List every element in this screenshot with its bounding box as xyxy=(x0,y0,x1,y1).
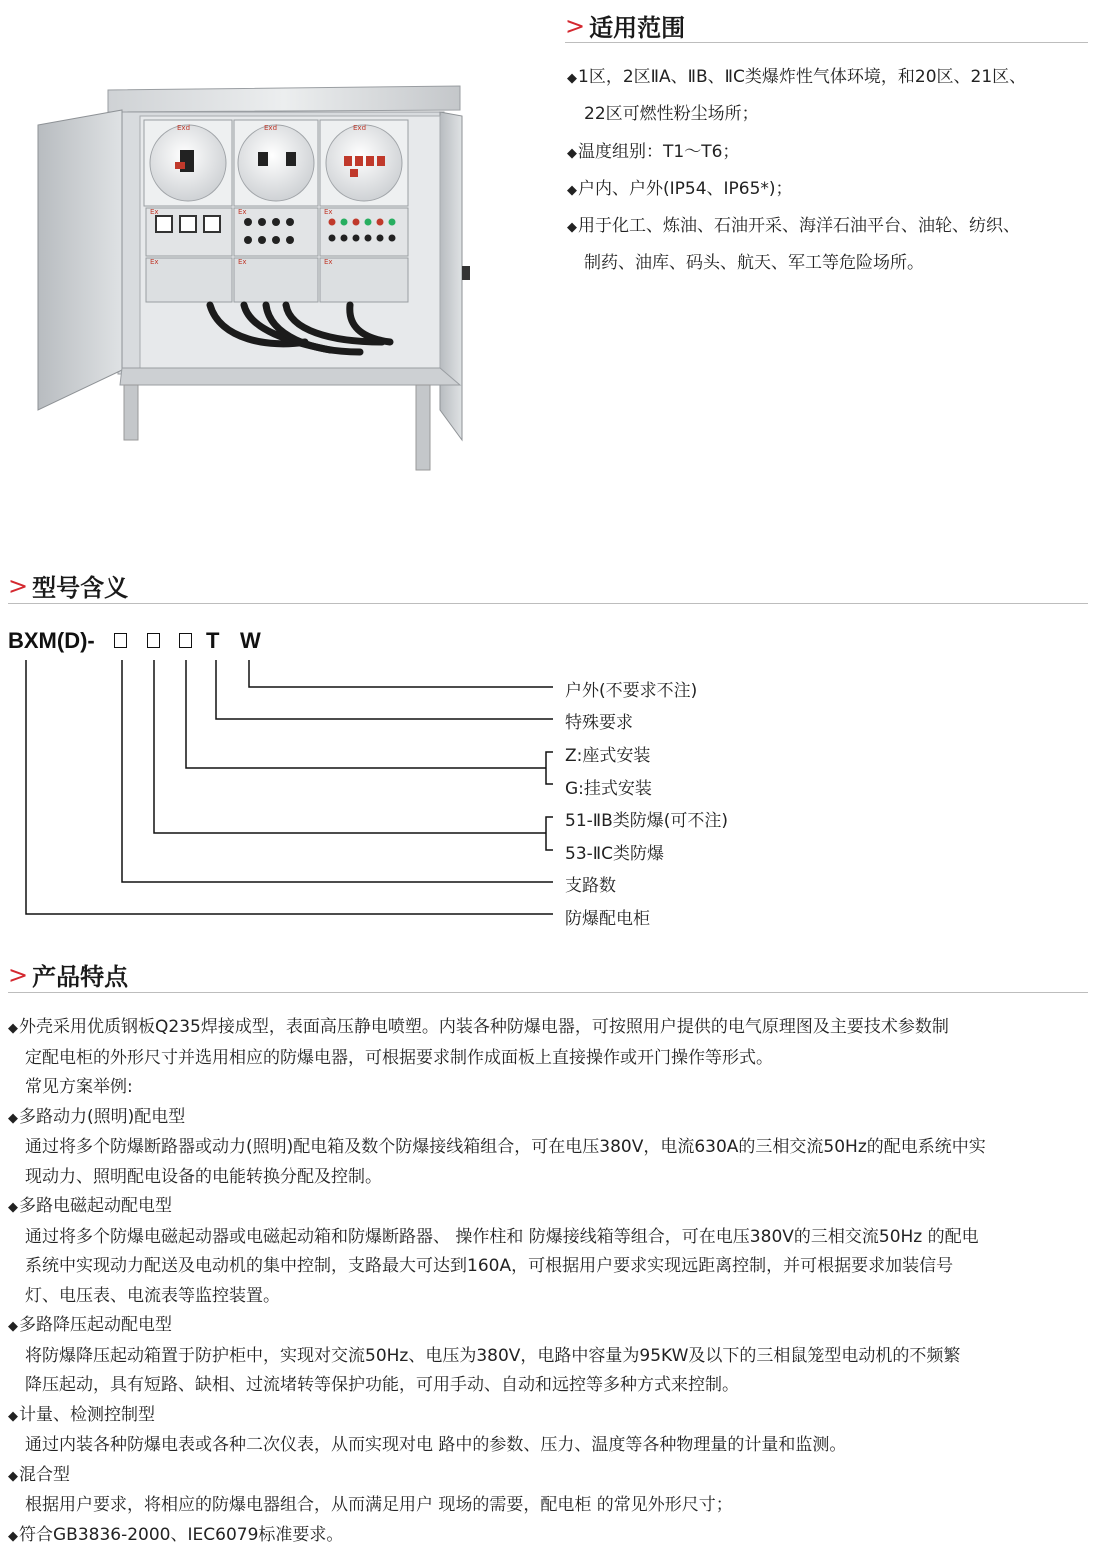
code-box-explosion-class xyxy=(147,633,160,648)
feature-bullet-line: ◆符合GB3836-2000、IEC6079标准要求。 xyxy=(8,1521,1098,1552)
model-label-seated: Z:座式安装 xyxy=(565,746,651,766)
panel-mark: Exd xyxy=(177,124,191,132)
panel-mark: Exd xyxy=(264,124,278,132)
code-box-installation xyxy=(179,633,192,648)
panel-mark: Exd xyxy=(353,124,367,132)
cabinet-image xyxy=(30,80,470,475)
model-label-outdoor: 户外(不要求不注) xyxy=(565,681,698,701)
panel-mark: Ex xyxy=(150,258,159,266)
section-title-model xyxy=(8,568,128,603)
divider xyxy=(8,992,1088,993)
panel-mark: Ex xyxy=(238,208,247,216)
section-title-features xyxy=(8,957,128,992)
diamond-bullet-icon: ◆ xyxy=(567,146,577,161)
feature-text-line: 常见方案举例: xyxy=(25,1077,133,1097)
diamond-bullet-icon: ◆ xyxy=(8,1468,18,1484)
feature-bullet-line: ◆计量、检测控制型 xyxy=(8,1401,1098,1432)
list-item: ◆户内、户外(IP54、IP65*)； xyxy=(567,179,793,199)
diamond-bullet-icon: ◆ xyxy=(567,71,577,86)
feature-text-line: 根据用户要求，将相应的防爆电器组合，从而满足用户 现场的需要，配电柜 的常见外形尺寸； xyxy=(25,1495,733,1515)
diamond-bullet-icon: ◆ xyxy=(8,1408,18,1424)
features-title: 产品特点 xyxy=(32,963,129,991)
panel-mark: Ex xyxy=(324,258,333,266)
chevron-right-icon: > xyxy=(8,960,29,989)
code-box-branches xyxy=(114,633,127,648)
model-code-w: W xyxy=(240,628,261,653)
model-breakdown-lines xyxy=(0,650,600,930)
feature-text-line: 通过将多个防爆断路器或动力(照明)配电箱及数个防爆接线箱组合，可在电压380V，电流630A的三相交流50Hz的配电系统中实 xyxy=(25,1137,986,1157)
feature-text-line: 定配电柜的外形尺寸并选用相应的防爆电器，可根据要求制作成面板上直接操作或开门操作等形式。 xyxy=(25,1047,773,1068)
divider xyxy=(8,603,1088,604)
feature-bullet-line: ◆多路降压起动配电型 xyxy=(8,1311,1098,1342)
diamond-bullet-icon: ◆ xyxy=(567,220,577,235)
model-code-prefix: BXM(D)- xyxy=(8,628,95,653)
list-item: ◆用于化工、炼油、石油开采、海洋石油平台、油轮、纺织、 xyxy=(567,216,1020,236)
model-code-t: T xyxy=(206,628,220,653)
section-title-scope xyxy=(565,8,685,43)
feature-bullet-line: ◆多路动力(照明)配电型 xyxy=(8,1103,1098,1134)
model-label-special: 特殊要求 xyxy=(565,713,633,733)
feature-text-line: 通过内装各种防爆电表或各种二次仪表，从而实现对电 路中的参数、压力、温度等各种物理量的计量和监测。 xyxy=(25,1435,847,1455)
feature-text-line: 灯、电压表、电流表等监控装置。 xyxy=(25,1285,280,1306)
divider xyxy=(565,42,1088,43)
feature-bullet-line: ◆混合型 xyxy=(8,1461,1098,1492)
feature-bullet-line: ◆外壳采用优质钢板Q235焊接成型，表面高压静电喷塑。内装各种防爆电器，可按照用户提供的电气原理图及主要技术参数制 xyxy=(8,1013,1098,1044)
feature-bullet-line: ◆多路电磁起动配电型 xyxy=(8,1192,1098,1223)
model-label-wall: G:挂式安装 xyxy=(565,779,652,799)
panel-mark: Ex xyxy=(150,208,159,216)
diamond-bullet-icon: ◆ xyxy=(8,1528,18,1544)
chevron-right-icon: > xyxy=(8,571,29,600)
diamond-bullet-icon: ◆ xyxy=(8,1021,18,1036)
list-item: 22区可燃性粉尘场所； xyxy=(584,104,759,124)
feature-text-line: 现动力、照明配电设备的电能转换分配及控制。 xyxy=(25,1166,382,1187)
feature-text-line: 降压起动，具有短路、缺相、过流堵转等保护功能，可用手动、自动和远控等多种方式来控制。 xyxy=(25,1375,739,1395)
diamond-bullet-icon: ◆ xyxy=(8,1200,18,1215)
list-item: ◆1区，2区ⅡA、ⅡB、ⅡC类爆炸性气体环境，和20区、21区、 xyxy=(567,67,1027,87)
diamond-bullet-icon: ◆ xyxy=(567,183,577,198)
scope-title: 适用范围 xyxy=(589,14,686,42)
list-item: ◆温度组别：T1～T6； xyxy=(567,142,740,162)
model-label-branches: 支路数 xyxy=(565,876,616,896)
list-item: 制药、油库、码头、航天、军工等危险场所。 xyxy=(584,253,924,273)
diamond-bullet-icon: ◆ xyxy=(8,1319,18,1334)
model-title: 型号含义 xyxy=(32,574,129,602)
diamond-bullet-icon: ◆ xyxy=(8,1110,18,1126)
model-label-iic: 53-ⅡC类防爆 xyxy=(565,844,665,864)
feature-text-line: 系统中实现动力配送及电动机的集中控制，支路最大可达到160A，可根据用户要求实现远距离控制，并可根据要求加装信号 xyxy=(25,1256,954,1276)
features-text xyxy=(8,1013,1098,1551)
panel-mark: Ex xyxy=(238,258,247,266)
chevron-right-icon: > xyxy=(565,11,586,40)
panel-mark: Ex xyxy=(324,208,333,216)
model-label-iib: 51-ⅡB类防爆(可不注) xyxy=(565,811,729,831)
feature-text-line: 将防爆降压起动箱置于防护柜中，实现对交流50Hz、电压为380V，电路中容量为95KW及以下的三相鼠笼型电动机的不频繁 xyxy=(25,1345,961,1366)
feature-text-line: 通过将多个防爆电磁起动器或电磁起动箱和防爆断路器、 操作柱和 防爆接线箱等组合，可在电压380V的三相交流50Hz 的配电 xyxy=(25,1226,979,1247)
model-label-cabinet: 防爆配电柜 xyxy=(565,909,650,929)
